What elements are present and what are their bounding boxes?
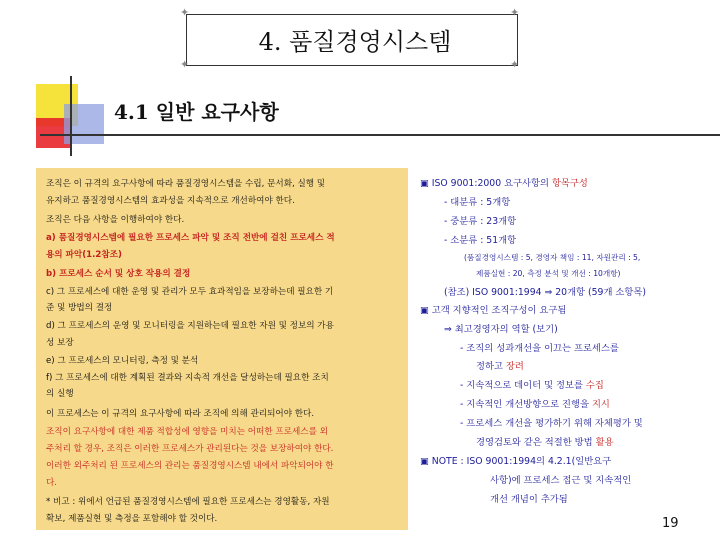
right-line-2: - 대분류 : 5개항: [444, 197, 511, 208]
square-bullet-icon: ▣: [420, 456, 429, 467]
panel-line: d) 그 프로세스의 운영 및 모니터링을 지원하는데 필요한 자원 및 정보의 가용: [46, 321, 334, 331]
panel-line: 이러한 외주처리 된 프로세스의 관리는 품질경영시스템 내에서 파악되어야 한: [46, 461, 334, 471]
right-line-13: - 지속적인 개선방향으로 진행을 지시: [460, 399, 610, 410]
panel-line: e) 그 프로세스의 모니터링, 측정 및 분석: [46, 356, 199, 366]
sparkle-icon: ✦: [510, 58, 520, 71]
right-line-1: ▣ ISO 9001:2000 요구사항의 항목구성: [420, 178, 588, 189]
right-line-17: 사항)에 프로세스 접근 및 지속적인: [490, 475, 632, 486]
panel-line: * 비고 : 위에서 언급된 품질경영시스템에 필요한 프로세스는 경영활동, 자원: [46, 497, 330, 507]
right-line-12: - 지속적으로 데이터 및 정보를 수집: [460, 380, 604, 391]
panel-line: 용의 파악(1.2참조): [46, 250, 122, 260]
right-line-4: - 소분류 : 51개항: [444, 235, 517, 246]
page-number: 19: [662, 516, 679, 531]
right-line-5: (품질경영시스템 : 5, 경영자 책임 : 11, 자원관리 : 5,: [464, 253, 641, 262]
decor-vertical-line: [70, 76, 72, 156]
panel-line: f) 그 프로세스에 대한 계획된 결과와 지속적 개선을 달성하는데 필요한 조치: [46, 373, 329, 383]
section-subtitle: 4.1 일반 요구사항: [114, 100, 279, 124]
panel-line: 성 보장: [46, 338, 74, 348]
panel-line: 조직이 요구사항에 대한 제품 적합성에 영향을 미치는 어떠한 프로세스를 외: [46, 427, 328, 437]
right-line-14: - 프로세스 개선을 평가하기 위해 자체평가 및: [460, 418, 643, 429]
panel-line: 확보, 제품실현 및 측정을 포함해야 할 것이다.: [46, 514, 218, 524]
right-line-18: 개선 개념이 추가됨: [490, 494, 568, 505]
panel-line: 의 실행: [46, 389, 74, 399]
right-line-7: (참조) ISO 9001:1994 ⇒ 20개항 (59개 소항목): [444, 287, 646, 298]
panel-line: 다.: [46, 478, 58, 488]
panel-line: 유지하고 품질경영시스템의 효과성을 지속적으로 개선하여야 한다.: [46, 196, 295, 206]
right-line-9: ⇒ 최고경영자의 역할 (보기): [444, 324, 558, 335]
sparkle-icon: ✦: [180, 6, 190, 19]
square-bullet-icon: ▣: [420, 178, 429, 189]
square-bullet-icon: ▣: [420, 305, 429, 316]
panel-line: a) 품질경영시스템에 필요한 프로세스 파악 및 조직 전반에 걸친 프로세스 적: [46, 233, 335, 243]
panel-line: c) 그 프로세스에 대한 운영 및 관리가 모두 효과적임을 보장하는데 필요한 기: [46, 287, 334, 297]
panel-line: b) 프로세스 순서 및 상호 작용의 결정: [46, 269, 191, 279]
right-line-10: - 조직의 성과개선을 이끄는 프로세스를: [460, 343, 619, 354]
decor-horizontal-line: [40, 134, 720, 136]
panel-line: 준 및 방법의 결정: [46, 303, 113, 313]
panel-line: 주처리 할 경우, 조직은 이러한 프로세스가 관리된다는 것을 보장하여야 한다.: [46, 444, 334, 454]
right-line-16: ▣ NOTE : ISO 9001:1994의 4.2.1(일반요구: [420, 456, 612, 467]
panel-line: 이 프로세스는 이 규격의 요구사항에 따라 조직에 의해 관리되어야 한다.: [46, 409, 315, 419]
page-title: 4. 품질경영시스템: [258, 28, 452, 56]
right-line-11: 정하고 장려: [476, 361, 524, 372]
panel-line: 조직은 다음 사항을 이행하여야 한다.: [46, 215, 185, 225]
sparkle-icon: ✦: [180, 58, 190, 71]
panel-line: 조직은 이 규격의 요구사항에 따라 품질경영시스템을 수립, 문서화, 실행 및: [46, 179, 326, 189]
right-line-8: ▣ 고객 지향적인 조직구성이 요구됨: [420, 305, 567, 316]
sparkle-icon: ✦: [510, 6, 520, 19]
right-line-6: 제품실현 : 20, 측정 분석 및 개선 : 10개항): [476, 269, 621, 278]
right-line-15: 경영검토와 같은 적절한 방법 활용: [476, 437, 614, 448]
right-line-3: - 중분류 : 23개항: [444, 216, 517, 227]
